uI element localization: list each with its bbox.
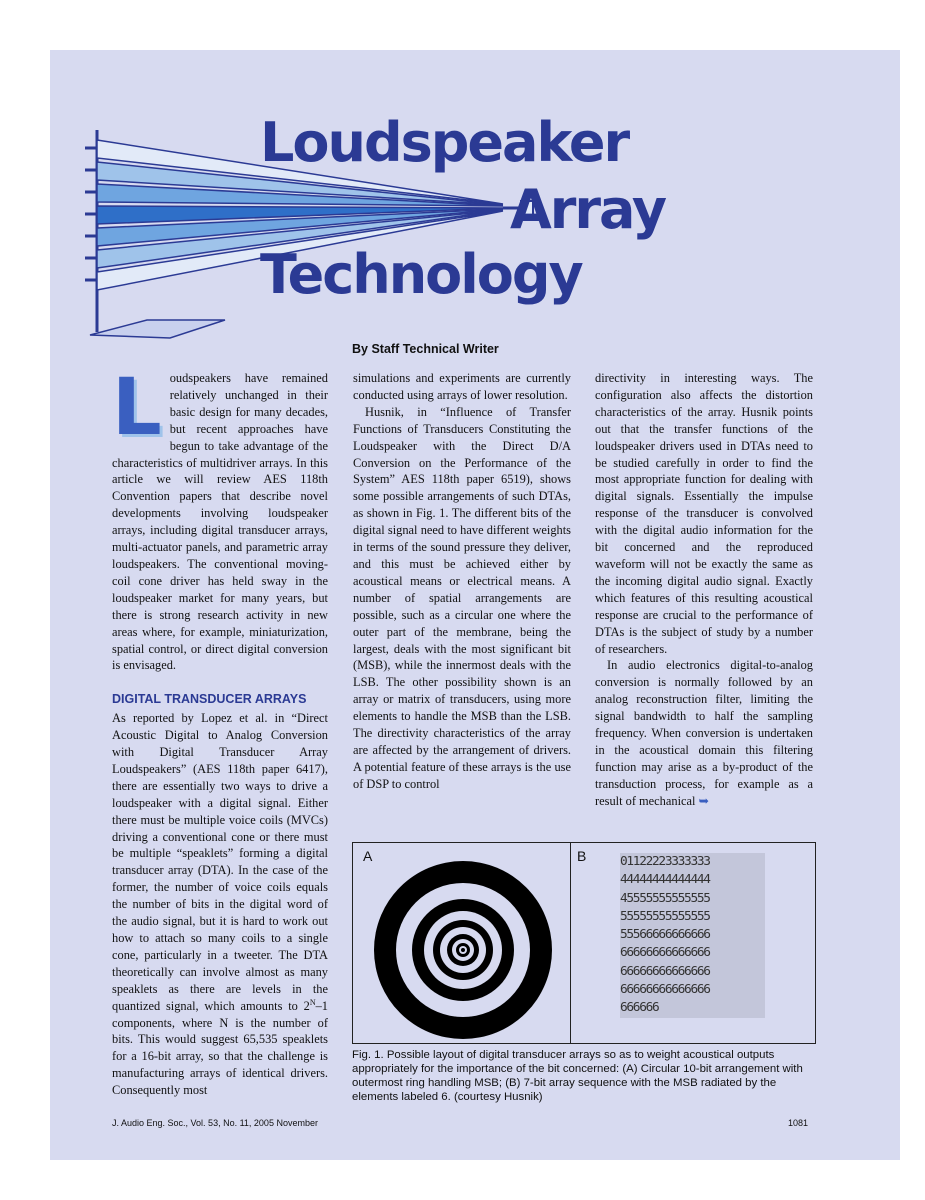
paragraph: directivity in interesting ways. The configuration also affects the distortion characteristics of the array. Husnik points out that the transfer functions of the loudspeaker drivers used in DTAs need to be studied carefully in order to find the most appropriate function for dealing with digital signals. Essentially the impulse response of the transducer is convolved with the digital audio information for the bit concerned and the reproduced waveform will not be exactly the same as the incoming digital audio signal. Exactly which features of this resulting acoustical response are crucial to the performance of DTAs is the subject of study by a number of researchers. [595,371,813,656]
matrix-row: 44444444444444 [620,872,710,888]
intro-paragraph: Loudspeakers have remained relatively unchanged in their basic design for many decades, but recent approaches have begun to take advantage of the characteristics of multidriver arrays. In this article we will review AES 118th Convention papers that describe novel developments involving loudspeaker arrays, including digital transducer arrays, multi-actuator panels, and parametric array loudspeakers. The conventional moving-coil cone driver has held sway in the loudspeaker market for many years, but there is strong research activity in new areas where, for example, miniaturization, spatial control, or direct digital conversion is envisaged. [112,363,328,673]
title-line-3: Technology [260,243,582,306]
matrix-row: 01122223333333 [620,854,710,869]
figure-label-a: A [363,848,373,864]
ring [461,948,465,952]
figure-divider [570,843,571,1043]
figure-1 [352,842,816,1044]
matrix-row: 55555555555555 [620,908,710,924]
matrix-row: 666666 [620,1000,659,1016]
matrix-row: 45555555555555 [620,890,710,906]
paragraph: As reported by Lopez et al. in “Direct Acoustic Digital to Analog Conversion with Digital Transducer Array Loudspeakers” (AES 118th paper 6417), there are essentially two ways to drive a loudspeaker with a digital signal. Either there must be multiple voice coils (MVCs) driving a conventional cone or there must be multiple “speaklets” forming a digital transducer array (DTA). In the case of the former, the number of voice coils equals the number of bits in the digital word of the audio signal, but it is hard to work out how to attach so many coils to a single cone, particularly in a tweeter. The DTA theoretically can involve almost as many speaklets as there are levels in the quantized signal, which amounts to $2^N-1$ components, where N is the number of bits. This would suggest 65,535 speaklets for a 16-bit array, so that the challenge is manufacturing arrays of identical drivers. Consequently most [112,711,328,1098]
matrix-row: 55566666666666 [620,927,710,943]
column-3 [595,370,813,810]
page-number: 1081 [788,1118,809,1128]
footer-journal: J. Audio Eng. Soc., Vol. 53, No. 11, 2005 November [112,1118,318,1128]
matrix-row: 66666666666666 [620,982,710,998]
paragraph: simulations and experiments are currently conducted using arrays of lower resolution. [353,371,571,402]
drop-cap: L [112,363,162,453]
column-1 [112,363,328,1099]
matrix-row: 66666666666666 [620,945,710,961]
paragraph: In audio electronics digital-to-analog conversion is normally followed by an analog reconstruction filter, limiting the signal bandwidth to half the sampling frequency. When conversion is undertaken in the acoustical domain this filtering function may arise as a by-product of the transduction process, for example as a result of mechanical ➥ [595,658,813,808]
byline: By Staff Technical Writer [352,342,499,356]
arrow-right-icon: ➥ [698,792,709,808]
figure-label-b: B [577,848,587,864]
title-line-2: Array [510,178,666,241]
figure-caption: Fig. 1. Possible layout of digital transducer arrays so as to weight acoustical outputs appropriately for the importance of the bit concerned: (A) Circular 10-bit arrangement with outermost ring handling MSB; (B) 7-bit array sequence with the MSB radiated by the elements labeled 6. (courtesy Husnik) [352,1049,803,1103]
column-2 [353,370,571,793]
transducer-matrix [620,853,765,1018]
paragraph: Husnik, in “Influence of Transfer Functions of Transducers Constituting the Loudspeaker with the Direct D/A Conversion on the Performance of the System” AES 118th paper 6519), shows some possible arrangements of such DTAs, as shown in Fig. 1. The different bits of the digital signal need to have different weights in terms of the sound pressure they deliver, and this must be achieved either by acoustical means or electrical means. A number of spatial arrangements are possible, such as a circular one where the outer part of the membrane, being the largest, deals with the most significant bit (MSB), while the innermost deals with the LSB. The other possibility shown is an array or matrix of transducers, using more elements to handle the MSB than the LSB. The directivity characteristics of the array are affected by the arrangement of drivers. A potential feature of these arrays is the use of DSP to control [353,404,571,791]
circular-array-diagram [373,860,553,1040]
page [50,50,900,1160]
title-line-1: Loudspeaker [260,111,629,174]
matrix-row: 66666666666666 [620,963,710,979]
section-heading: DIGITAL TRANSDUCER ARRAYS [112,692,307,707]
